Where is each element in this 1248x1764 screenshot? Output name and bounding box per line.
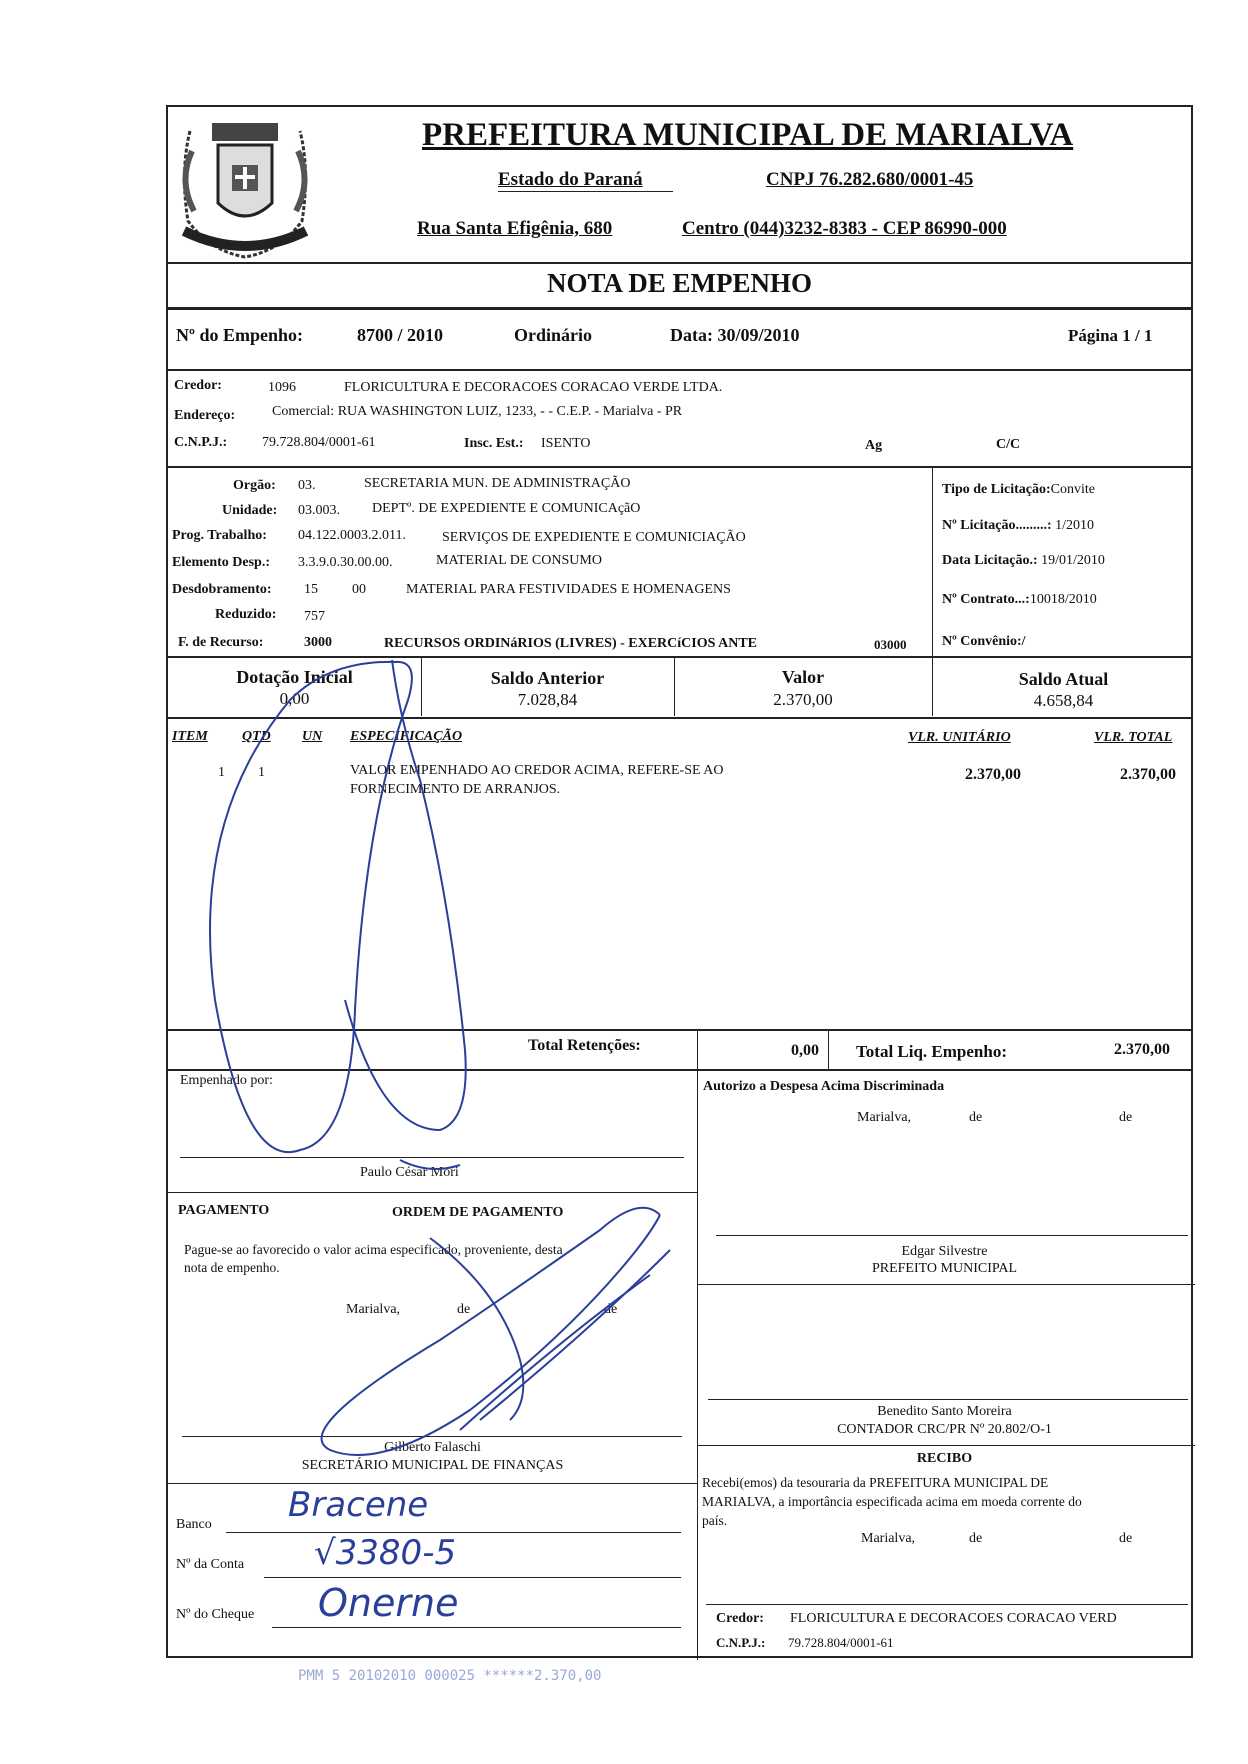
desdobramento-label: Desdobramento:: [172, 582, 272, 597]
total-liquido-value: 2.370,00: [1114, 1041, 1170, 1058]
tipo-licitacao-label: Tipo de Licitação:Convite: [942, 482, 1095, 497]
autenticacao-stamp: PMM 5 20102010 000025 ******2.370,00: [298, 1668, 602, 1684]
credor-code: 1096: [268, 380, 296, 395]
valor-value: 2.370,00: [773, 690, 833, 709]
conta-handwritten: √3380-5: [314, 1533, 457, 1573]
valor-label: Valor: [781, 667, 825, 687]
banco-handwritten: Bracene: [288, 1485, 429, 1525]
cc-label: C/C: [996, 437, 1021, 452]
autorizo-de1: de: [969, 1110, 983, 1125]
autorizo-de2: de: [1119, 1110, 1133, 1125]
empenho-number: 8700 / 2010: [357, 325, 444, 345]
contact-header: Centro (044)3232-8383 - CEP 86990-000: [682, 218, 1007, 239]
saldo-anterior-value: 7.028,84: [517, 690, 578, 709]
totals-divider: [697, 1029, 698, 1069]
page-number: Página 1 / 1: [1068, 326, 1153, 345]
divider: [697, 1284, 1195, 1285]
divider: [168, 1483, 697, 1484]
numero-licitacao-value: 1/2010: [1055, 518, 1094, 533]
elemento-code: 3.3.9.0.30.00.00.: [298, 555, 393, 570]
divider: [168, 1192, 697, 1193]
reduzido-label: Reduzido:: [215, 607, 277, 622]
orgao-code: 03.: [298, 478, 316, 493]
empenho-date: Data: 30/09/2010: [670, 325, 800, 345]
divider: [168, 717, 1191, 719]
divider: [168, 466, 1191, 468]
orgao-label: Orgão:: [233, 478, 276, 493]
autorizo-place: Marialva,: [857, 1110, 912, 1125]
col-qtd: QTD: [242, 729, 271, 744]
cnpj-header: CNPJ 76.282.680/0001-45: [766, 169, 974, 190]
ie-label: Insc. Est.:: [464, 436, 524, 451]
cnpj-label: C.N.P.J.:: [174, 435, 228, 450]
item-number: 1: [218, 765, 225, 780]
orgao-name: SECRETARIA MUN. DE ADMINISTRAÇÃO: [364, 476, 631, 491]
signature-line: [716, 1235, 1188, 1236]
prefeito-name: Edgar Silvestre: [901, 1244, 988, 1259]
lower-divider: [697, 1069, 698, 1660]
credor-cnpj: 79.728.804/0001-61: [262, 435, 376, 450]
col-valor-total: VLR. TOTAL: [1094, 730, 1173, 745]
elemento-label: Elemento Desp.:: [172, 555, 270, 570]
item-valor-total: 2.370,00: [1120, 766, 1176, 783]
prefeitura-title: PREFEITURA MUNICIPAL DE MARIALVA: [422, 117, 1074, 153]
banco-label: Banco: [176, 1517, 212, 1532]
empenhado-label: Empenhado por:: [180, 1073, 273, 1088]
reduzido-value: 757: [304, 609, 325, 624]
address-label: Endereço:: [174, 408, 236, 423]
total-liquido-label: Total Liq. Empenho:: [856, 1042, 1007, 1061]
col-item: ITEM: [172, 729, 208, 744]
divider: [168, 262, 1191, 264]
ie-value: ISENTO: [541, 436, 591, 451]
total-retencoes-label: Total Retenções:: [528, 1037, 641, 1054]
budget-divider: [932, 466, 933, 656]
signature-line: [182, 1436, 682, 1437]
item-especificacao-line1: VALOR EMPENHADO AO CREDOR ACIMA, REFERE-SE AO: [350, 763, 724, 778]
col-valor-unitario: VLR. UNITÁRIO: [908, 730, 1011, 745]
credor-label: Credor:: [174, 378, 222, 393]
state-underline: [498, 191, 673, 192]
cheque-label: Nº do Cheque: [176, 1607, 255, 1622]
item-especificacao-line2: FORNECIMENTO DE ARRANJOS.: [350, 782, 561, 797]
numero-licitacao-label: Nº Licitação.........: 1/2010: [942, 518, 1094, 533]
credor-name: FLORICULTURA E DECORACOES CORACAO VERDE LTDA.: [344, 380, 723, 395]
contrato-value: 10018/2010: [1029, 592, 1097, 607]
empenho-type: Ordinário: [514, 325, 593, 345]
signature-line: [708, 1399, 1188, 1400]
contador-title: CONTADOR CRC/PR Nº 20.802/O-1: [837, 1422, 1052, 1437]
divider: [168, 307, 1191, 310]
recibo-cnpj: 79.728.804/0001-61: [788, 1635, 894, 1650]
autorizo-label: Autorizo a Despesa Acima Discriminada: [703, 1079, 945, 1094]
dotacao-value: 0,00: [279, 689, 310, 708]
prefeito-title: PREFEITO MUNICIPAL: [871, 1261, 1018, 1276]
signature-line: [706, 1604, 1188, 1605]
desdobramento-sub: 00: [352, 582, 366, 597]
divider: [697, 1445, 1195, 1446]
totals-divider: [828, 1029, 829, 1069]
saldo-atual-label: Saldo Atual: [1018, 669, 1109, 689]
recurso-name: RECURSOS ORDINáRIOS (LIVRES) - EXERCíCIOS ANTE: [384, 636, 758, 651]
recibo-title: RECIBO: [916, 1451, 973, 1466]
recibo-credor: FLORICULTURA E DECORACOES CORACAO VERD: [790, 1611, 1117, 1626]
total-retencoes-value: 0,00: [791, 1042, 819, 1059]
nota-de-empenho-form: [166, 105, 1193, 1658]
unidade-label: Unidade:: [222, 503, 278, 518]
pagamento-text-line1: Pague-se ao favorecido o valor acima especificado, proveniente, desta: [184, 1242, 563, 1257]
pagamento-text-line2: nota de empenho.: [184, 1260, 280, 1275]
empenhado-name: Paulo César Mori: [360, 1165, 459, 1180]
ag-label: Ag: [865, 438, 883, 453]
recibo-text-line2: MARIALVA, a importância especificada acima em moeda corrente do: [702, 1494, 1082, 1509]
recibo-text-line3: país.: [702, 1513, 728, 1528]
pagamento-de2: de: [604, 1302, 618, 1317]
conta-line: [264, 1577, 681, 1578]
saldo-atual-value: 4.658,84: [1033, 691, 1094, 710]
divider: [168, 1069, 1191, 1071]
state-name: Estado do Paraná: [498, 169, 643, 190]
contrato-label: Nº Contrato...:10018/2010: [942, 592, 1097, 607]
secretario-title: SECRETÁRIO MUNICIPAL DE FINANÇAS: [301, 1458, 564, 1473]
tipo-licitacao-value: Convite: [1050, 482, 1095, 497]
col-un: UN: [302, 729, 323, 744]
unidade-code: 03.003.: [298, 503, 340, 518]
recibo-de2: de: [1119, 1531, 1133, 1546]
recurso-code: 3000: [304, 635, 332, 650]
document-title: NOTA DE EMPENHO: [546, 268, 813, 298]
item-qtd: 1: [258, 765, 265, 780]
divider: [168, 656, 1191, 658]
contador-name: Benedito Santo Moreira: [877, 1404, 1012, 1419]
recibo-cnpj-label: C.N.P.J.:: [716, 1635, 766, 1650]
pagamento-de1: de: [457, 1302, 471, 1317]
desdobramento-name: MATERIAL PARA FESTIVIDADES E HOMENAGENS: [406, 582, 731, 597]
desdobramento-code: 15: [304, 582, 318, 597]
saldo-anterior-label: Saldo Anterior: [490, 668, 605, 688]
pagamento-place: Marialva,: [346, 1302, 401, 1317]
ordem-pagamento-label: ORDEM DE PAGAMENTO: [392, 1205, 564, 1220]
dotacao-label: Dotação Inicial: [236, 667, 353, 687]
prog-code: 04.122.0003.2.011.: [298, 528, 406, 543]
signature-line: [180, 1157, 684, 1158]
item-valor-unitario: 2.370,00: [965, 766, 1021, 783]
prog-label: Prog. Trabalho:: [172, 528, 267, 543]
recurso-code-2: 03000: [874, 637, 907, 652]
recibo-credor-label: Credor:: [716, 1611, 764, 1626]
recurso-label: F. de Recurso:: [178, 635, 264, 650]
data-licitacao-value: 19/01/2010: [1041, 553, 1105, 568]
elemento-name: MATERIAL DE CONSUMO: [436, 553, 602, 568]
recibo-text-line1: Recebi(emos) da tesouraria da PREFEITURA MUNICIPAL DE: [702, 1475, 1049, 1490]
pagamento-label: PAGAMENTO: [178, 1203, 270, 1218]
recibo-de1: de: [969, 1531, 983, 1546]
divider: [168, 1029, 1191, 1031]
empenho-number-label: Nº do Empenho:: [176, 325, 303, 345]
prog-name: SERVIÇOS DE EXPEDIENTE E COMUNICIAÇÃO: [442, 530, 746, 545]
secretario-name: Gilberto Falaschi: [384, 1440, 481, 1455]
municipal-coat-of-arms-icon: [170, 111, 320, 261]
conta-label: Nº da Conta: [176, 1557, 245, 1572]
cheque-line: [272, 1627, 681, 1628]
recibo-place: Marialva,: [861, 1531, 916, 1546]
divider: [168, 369, 1191, 371]
col-especificacao: ESPECIFICAÇÃO: [350, 729, 463, 744]
unidade-name: DEPTº. DE EXPEDIENTE E COMUNICAçãO: [372, 501, 641, 516]
cheque-handwritten: Onerne: [318, 1581, 459, 1625]
credor-address: Comercial: RUA WASHINGTON LUIZ, 1233, - - C.E.P. - Marialva - PR: [272, 404, 683, 419]
address-header: Rua Santa Efigênia, 680: [417, 218, 613, 239]
data-licitacao-label: Data Licitação.: 19/01/2010: [942, 553, 1105, 568]
convenio-label: Nº Convênio:/: [942, 634, 1026, 649]
